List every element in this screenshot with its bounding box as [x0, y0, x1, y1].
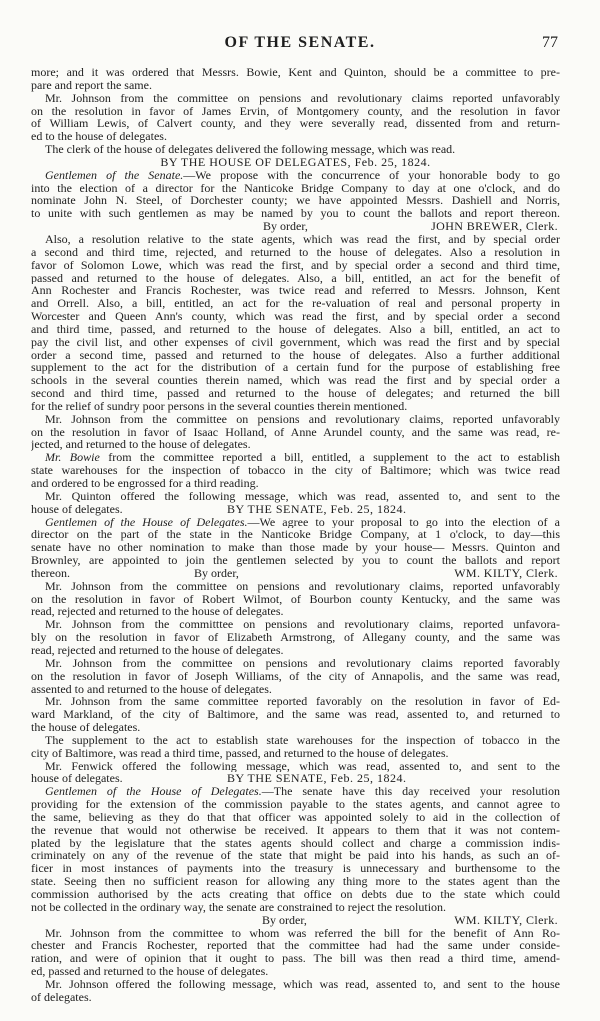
text-line: [31, 451, 560, 464]
journal-text: [31, 66, 560, 1004]
text-line: Ann Rochester and Francis Rochester, was twice read and referred to Messrs. Johnson, Kent: [31, 284, 560, 298]
text-line: ration, and were of opinion that it ought to pass. The bill was then read a third time, amend-: [31, 952, 560, 966]
text-line: Mr. Johnson from the committee on pensions and revolutionary claims reported favorably: [45, 656, 560, 670]
text-line: the house of delegates.: [31, 721, 141, 734]
text-line: providing for the extension of the commission payable to the states agents, and cannot agree to: [31, 798, 560, 811]
text-line: [31, 785, 560, 798]
text-line: and third time, passed, and returned to the house of delegates. Also a bill, entitled, an act to: [31, 322, 560, 336]
text-line: pare and report the same.: [31, 78, 152, 92]
text-line: on the resolution in favor of Robert Wilmot, of Bourbon county Kentucky, and the same was: [31, 592, 560, 606]
text-line: the same, believing as they do that that officer was appointed solely to aid in the collection of: [31, 810, 560, 824]
text-line: commission authorised by the acts creating that office on debts due to the state which could: [31, 888, 560, 901]
dated-heading: BY THE SENATE, Feb. 25, 1824.: [227, 772, 407, 786]
text-line: into the election of a director for the Nanticoke Bridge Company to day at one o'clock, and do: [31, 181, 560, 195]
text-line: second and third time, passed and returned to the house of delegates; and returned the bill: [31, 387, 560, 400]
text-line: of delegates.: [31, 990, 92, 1004]
italic-lead: Mr. Bowie: [45, 451, 100, 465]
text-line: [31, 772, 560, 785]
dated-heading: BY THE SENATE, Feb. 25, 1824.: [227, 502, 407, 516]
text-line: ed, passed and returned to the house of delegates.: [31, 965, 269, 978]
text-line: [31, 169, 560, 182]
text-line: Also, a resolution relative to the state agents, which was read the first, and by special order: [45, 232, 560, 246]
text-line: and ordered to be engrossed for a third reading.: [31, 477, 259, 490]
text-line: for the relief of sundry poor persons in the several counties therein mentioned.: [31, 399, 408, 413]
signoff-line: [31, 567, 560, 580]
text-line: passed and returned to the house of delegates. Also, a bill, entitled, an act for the benefit of: [31, 271, 560, 285]
text-line: Mr. Johnson from the committee to whom was referred the bill for the benefit of Ann Ro-: [45, 926, 560, 940]
text-line: not be collected in the ordinary way, the senate are constrained to reject the resolution.: [31, 900, 447, 914]
text-line: nominate John N. Steel, of Dorchester county; we have appointed Messrs. Dashiell and Norris,: [31, 194, 560, 208]
text-line: Mr. Fenwick offered the following message, which was read, assented to, and sent to the: [45, 759, 560, 773]
text-line: The clerk of the house of delegates delivered the following message, which was read.: [45, 143, 456, 156]
signoff-label: By order,: [194, 566, 239, 580]
text-line: Worcester and Queen Ann's county, which was read the first, and by special order a second: [31, 310, 560, 323]
line-text: —The senate have this day received your resolution: [261, 785, 560, 799]
line-text: house of delegates.: [31, 502, 123, 516]
text-line: Mr. Quinton offered the following message, which was read, assented to, and sent to the: [45, 489, 560, 503]
signoff-label: By order,: [263, 220, 308, 233]
text-line: favor of Solomon Lowe, which was read the first, and by special order a second and third time,: [31, 258, 560, 272]
text-line: the revenue that would not otherwise be received. It appears to them that it was not contem-: [31, 823, 560, 837]
text-line: assented to and returned to the house of delegates.: [31, 682, 272, 696]
text-line: Mr. Johnson from the same committee reported favorably on the resolution in favor of Ed-: [45, 695, 560, 709]
text-line: [31, 503, 560, 516]
text-line: on the resolution in favor of Isaac Holland, of Anne Arundel county, and the same was read, re-: [31, 425, 560, 439]
text-line: on the resolution in favor of James Ervin, of Montgomery county, and the resolution in favor: [31, 104, 560, 118]
text-line: read, rejected and returned to the house of delegates.: [31, 643, 284, 657]
text-line: plated by the legislature that the states agents should collect and charge a commission indis-: [31, 836, 560, 850]
line-text: house of delegates.: [31, 772, 123, 786]
text-line: The supplement to the act to establish state warehouses for the inspection of tobacco in the: [45, 733, 560, 747]
text-line: state warehouses for the inspection of tobacco in the city of Baltimore; which was twice read: [31, 464, 560, 477]
text-line: Mr. Johnson offered the following message, which was read, assented to, and sent to the house: [45, 977, 560, 991]
text-line: Mr. Johnson from the committee on pensions and revolutionary claims, reported unfavorably: [45, 412, 560, 426]
text-line: Mr. Johnson from the committee on pensions and revolutionary claims, reported unfavorably: [45, 579, 560, 593]
text-line: city of Baltimore, was read a third time, passed, and returned to the house of delegates.: [31, 746, 449, 760]
running-head: OF THE SENATE.: [224, 34, 376, 51]
clerk-signature: WM. KILTY, Clerk.: [454, 566, 558, 580]
page-number: 77: [542, 34, 558, 51]
text-line: read, rejected and returned to the house of delegates.: [31, 605, 284, 619]
text-line: ficer in most instances of payments into the treasury is unnecessary and burthensome to the: [31, 862, 560, 876]
italic-lead: Gentlemen of the Senate.: [45, 168, 184, 182]
text-line: Mr. Johnson from the committtee on pensions and revolutionary claims, reported unfavora-: [45, 618, 560, 632]
line-text: thereon.: [31, 566, 70, 580]
clerk-signature: JOHN BREWER, Clerk.: [431, 220, 558, 233]
clerk-signature: WM. KILTY, Clerk.: [454, 913, 558, 927]
text-line: order a second time, passed and returned to the house of delegates. Also a further additional: [31, 348, 560, 362]
line-text: from the committee reported a bill, entitled, a supplement to the act to establish: [108, 451, 560, 465]
text-line: more; and it was ordered that Messrs. Bowie, Kent and Quinton, should be a committee to pre-: [31, 66, 560, 79]
text-line: [31, 516, 560, 529]
text-line: ward Markland, of the city of Baltimore, and the same was read, assented to, and returned to: [31, 708, 560, 722]
italic-lead: Gentlemen of the House of Delegates.: [45, 785, 262, 799]
line-text: —We propose with the concurrence of your honorable body to go: [183, 168, 560, 182]
italic-lead: Gentlemen of the House of Delegates.: [45, 515, 248, 529]
text-line: pay the civil list, and other expenses of civil government, which was read the first and by special: [31, 335, 560, 349]
signoff-label: By order,: [262, 913, 307, 927]
text-line: chester and Francis Rochester, reported that the committee had had the same under conside-: [31, 939, 560, 953]
signoff-line: [31, 914, 560, 927]
line-text: —We agree to your proposal to go into the election of a: [247, 515, 560, 529]
text-line: of William Lewis, of Calvert county, and they were severally read, dissented from and return-: [31, 117, 560, 131]
text-line: senate have no other nomination to make than those made by your house— Messrs. Quinton and: [31, 541, 560, 555]
text-line: Brownley, are appointed to join the gentlemen selected by you to count the ballots and report: [31, 554, 560, 567]
text-line: jected, and returned to the house of delegates.: [31, 438, 251, 452]
text-line: supplement to the act for the distribution of a certain fund for the purpose of establishing free: [31, 361, 560, 375]
text-line: criminately on any of the revenue of the state that might be paid into his hands, as such an of-: [31, 849, 560, 863]
text-line: to unite with such gentlemen as may be named by you to count the ballots and report thereon.: [31, 207, 560, 221]
text-line: director on the part of the state in the Nanticoke Bridge Company, at 1 o'clock, to day—this: [31, 528, 560, 542]
signoff-line: [31, 220, 560, 233]
text-line: Mr. Johnson from the committee on pensions and revolutionary claims reported unfavorably: [45, 91, 560, 105]
text-line: on the resolution in favor of Joseph Williams, of the city of Annapolis, and the same was read,: [31, 669, 560, 683]
text-line: schools in the several counties therein named, which was read the first and by special order a: [31, 374, 560, 388]
text-line: bly on the resolution in favor of Elizabeth Armstrong, of Allegany county, and the same was: [31, 631, 560, 644]
text-line: a second and third time, rejected, and returned to the house of delegates. Also a resolution in: [31, 245, 560, 259]
text-line: and Orrell. Also, a bill, entitled, an act for the re-valuation of real and personal property in: [31, 297, 560, 311]
dated-heading: BY THE HOUSE OF DELEGATES, Feb. 25, 1824.: [160, 155, 431, 169]
text-line: ed to the house of delegates.: [31, 130, 167, 144]
text-line: state. Seeing then no sufficient reason for allowing any thing more to the states agent than the: [31, 875, 560, 888]
